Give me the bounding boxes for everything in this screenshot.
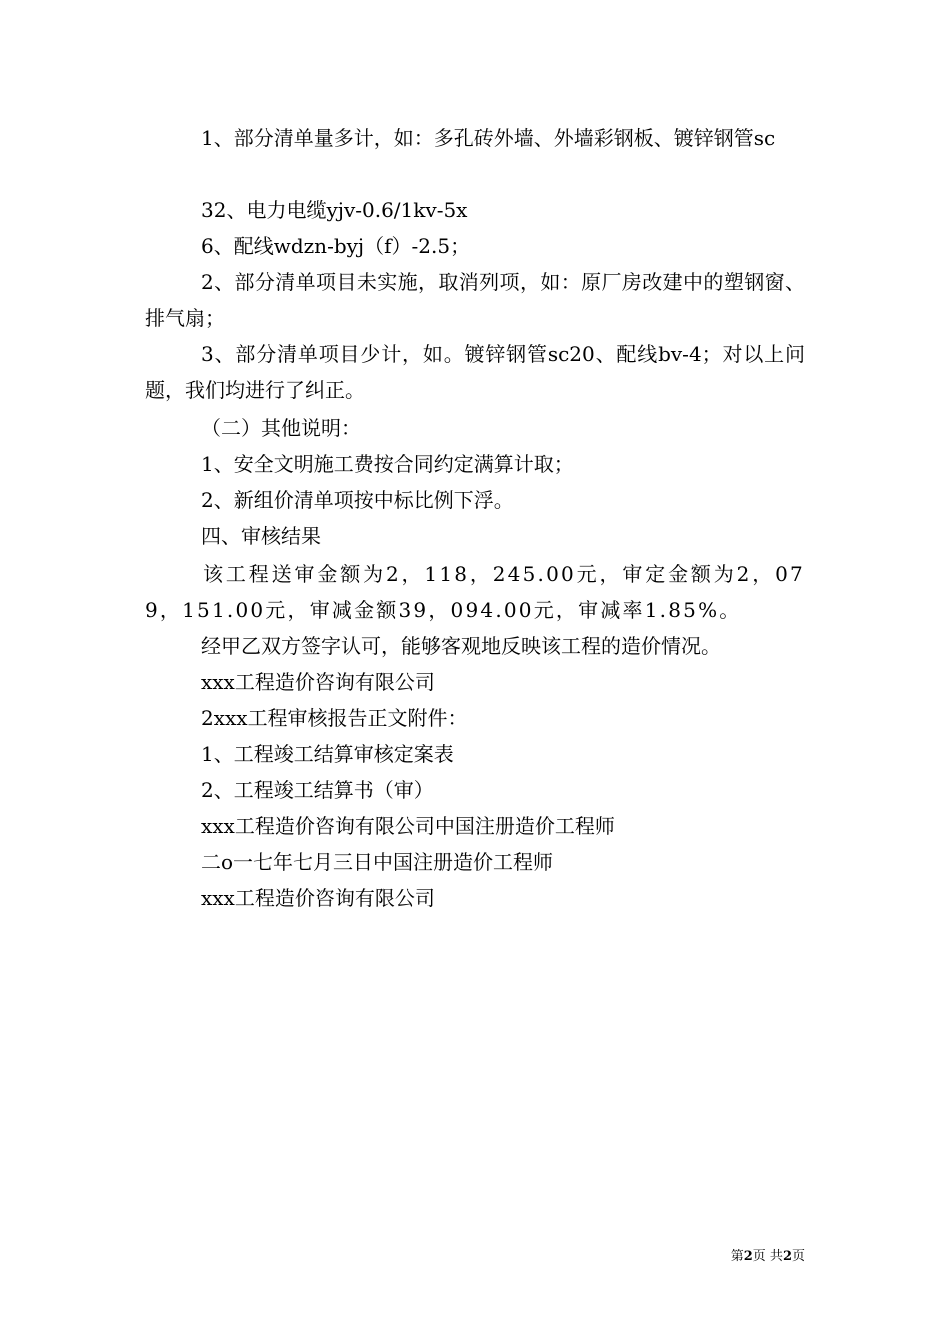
paragraph-wiring: 6、配线wdzn-byj（f）-2.5； <box>201 234 471 258</box>
footer-middle: 页 共 <box>752 1249 783 1264</box>
total-page-number: 2 <box>782 1249 792 1264</box>
attachment-item-1: 1、工程竣工结算审核定案表 <box>201 742 454 766</box>
footer-prefix: 第 <box>730 1249 744 1264</box>
company-name: xxx工程造价咨询有限公司 <box>201 670 435 694</box>
paragraph-safety-fee: 1、安全文明施工费按合同约定满算计取； <box>201 452 574 476</box>
footer-suffix: 页 <box>791 1249 805 1264</box>
paragraph-unimplemented-items: 2、部分清单项目未实施，取消列项，如：原厂房改建中的塑钢窗、排气扇； <box>145 270 805 330</box>
paragraph-new-pricing: 2、新组价清单项按中标比例下浮。 <box>201 488 514 512</box>
paragraph-audit-amounts: 该工程送审金额为2，118，245.00元，审定金额为2，079，151.00元，审减金额39，094.00元，审减率1.85%。 <box>145 562 805 622</box>
paragraph-signature-confirmation: 经甲乙双方签字认可，能够客观地反映该工程的造价情况。 <box>201 634 721 658</box>
section-heading-other-notes: （二）其他说明： <box>201 416 361 440</box>
paragraph-undercount-items: 3、部分清单项目少计，如。镀锌钢管sc20、配线bv-4；对以上问题，我们均进行了纠正。 <box>145 342 805 402</box>
attachment-item-2: 2、工程竣工结算书（审） <box>201 778 434 802</box>
signature-date-engineer: 二o一七年七月三日中国注册造价工程师 <box>201 850 554 874</box>
signature-company: xxx工程造价咨询有限公司 <box>201 886 435 910</box>
page-footer <box>731 1248 805 1266</box>
attachments-heading: 2xxx工程审核报告正文附件： <box>201 706 468 730</box>
signature-company-engineer: xxx工程造价咨询有限公司中国注册造价工程师 <box>201 814 615 838</box>
current-page-number: 2 <box>743 1249 753 1264</box>
section-heading-audit-result: 四、审核结果 <box>201 524 321 548</box>
paragraph-overcount-items: 1、部分清单量多计，如：多孔砖外墙、外墙彩钢板、镀锌钢管sc <box>201 126 776 150</box>
paragraph-power-cable: 32、电力电缆yjv-0.6/1kv-5x <box>201 198 468 222</box>
